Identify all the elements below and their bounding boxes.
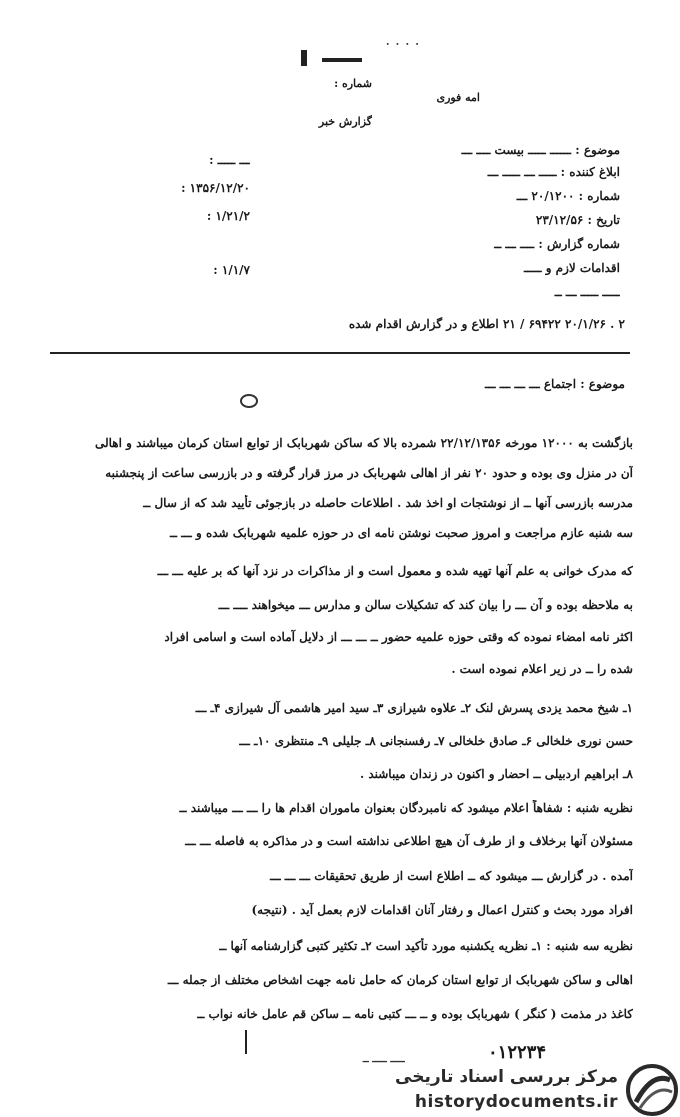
signature-line: ـــــ ـــــ ــ [362, 1054, 405, 1065]
meta-left-1: موضوع : ــــــ ـــــ بیست ــــ ـــ [461, 143, 620, 157]
opinion-line-7: کاغذ در مذمت ( کنگر ) شهربابک بوده و ــ ـــ کتبی نامه ــ ساکن قم عامل خانه نواب ــ [197, 1007, 633, 1021]
opinion-line-2: مسئولان آنها برخلاف و از طرف آن هیچ اطلاعی نداشته است و در مذاکره به فاصله ـــ ـــ [185, 834, 633, 848]
signature-bracket [245, 1030, 247, 1054]
opinion-line-6: اهالی و ساکن شهربابک از توابع استان کرمان که حامل نامه جهت اشخاص مختلف از جمله ـــ [167, 973, 633, 987]
body-line-2: آن در منزل وی بوده و حدود ۲۰ نفر از اهالی شهربابک در مرز قرار گرفته و در بازرسی ساعت از پنجشنبه [105, 466, 633, 480]
opinion-line-3: آمده . در گزارش ـــ میشود که ــ اطلاع است از طریق تحقیقات ـــ ـــ ـــ [270, 869, 633, 883]
header-mid-line: شماره : [334, 77, 372, 90]
meta-left-7: ـــــ ـــــ ـــ ــ [554, 285, 620, 299]
body-line-4: سه شنبه عازم مراجعت و امروز صحبت نوشتن نامه ای در حوزه علمیه شهربابک شده و ـــ ــ [170, 526, 633, 540]
body-line-8: شده را ــ در زیر اعلام نموده است . [451, 662, 633, 676]
header-dash [322, 58, 362, 62]
body-line-6: به ملاحظه بوده و آن ـــ را بیان کند که تشکیلات سالن و مدارس ـــ میخواهند ــــ ـــ [218, 598, 633, 612]
opinion-line-4: افراد مورد بحث و کنترل اعمال و رفتار آنان اقدامات لازم بعمل آید . (نتیجه) [251, 903, 633, 917]
body-line-3: مدرسه بازرسی آنها ــ از نوشتجات او اخذ شد . اطلاعات حاصله در بازجوئی تأیید شد که از سال ــ [143, 496, 633, 510]
list-line-3: ۸ـ ابراهیم اردبیلی ــ احضار و اکنون در زندان میباشند . [359, 767, 633, 781]
opinion-line-1: نظریه شنبه : شفاهاً اعلام میشود که نامبردگان بعنوان ماموران اقدام ها را ـــ ـــ میباشند ــ [179, 801, 633, 815]
header-divider [50, 352, 630, 354]
list-line-1: ۱ـ شیخ محمد یزدی پسرش لنک ۲ـ علاوه شیرازی ۳ـ سید امیر هاشمی آل شیرازی ۴ـ ـــ [195, 701, 633, 715]
action-line: ۲ . ۲۰/۱/۲۶ ۶۹۴۲۲ / ۲۱ اطلاع و در گزارش اقدام شده [348, 317, 625, 331]
watermark-title: مرکز بررسی اسناد تاریخی [395, 1067, 618, 1087]
meta-right-2: ۱۳۵۶/۱۲/۲۰ : [181, 181, 250, 195]
meta-right-4: ۱/۱/۷ : [213, 263, 250, 277]
subject-line: موضوع : اجتماع ـــ ـــ ـــ ـــ [485, 377, 625, 391]
bottom-number: ۰۱۲۲۳۴ [488, 1042, 547, 1063]
meta-left-4: تاریخ : ۲۳/۱۲/۵۶ [535, 213, 620, 227]
body-line-7: اکثر نامه امضاء نموده که وقتی حوزه علمیه حضور ــ ـــ ـــ از دلایل آماده است و اسامی افراد [164, 630, 633, 644]
opinion-line-5: نظریه سه شنبه : ۱ـ نظریه یکشنبه مورد تأکید است ۲ـ تکثیر کتبی گزارشنامه آنها ــ [219, 939, 633, 953]
header-left-label: امه فوری [436, 91, 480, 104]
archive-logo-icon [624, 1062, 680, 1117]
watermark [380, 1062, 680, 1117]
header-exclamation [301, 50, 307, 66]
subject-stamp-mark [240, 394, 258, 408]
meta-right-1: ـــ ـــــ : [209, 153, 250, 167]
watermark-url: historydocuments.ir [414, 1092, 618, 1112]
list-line-2: حسن نوری خلخالی ۶ـ صادق خلخالی ۷ـ رفسنجانی ۸ـ جلیلی ۹ـ منتظری ۱۰ـ ـــ [239, 734, 633, 748]
meta-left-5: شماره گزارش : ــــ ـــ ــ [494, 237, 620, 251]
meta-left-3: شماره : ۲۰/۱۲۰۰ ـــ [516, 189, 620, 203]
meta-right-3: ۱/۲۱/۲ : [206, 209, 250, 223]
body-line-1: بازگشت به ۱۲۰۰۰ مورخه ۲۲/۱۲/۱۳۵۶ شمرده بالا که ساکن شهربابک از توابع استان کرمان میباشند و اهالی [94, 436, 633, 450]
header-classification: گزارش خبر [318, 115, 372, 128]
body-line-5: که مدرک خوانی به علم آنها تهیه شده و معمول است و از مذاکرات در نزد آنها که بر علیه ـــ ـــ [157, 564, 633, 578]
meta-left-2: ابلاغ کننده : ـــــ ـــ ـــــ ـــ [487, 165, 620, 179]
meta-left-6: اقدامات لازم و ـــــ [523, 261, 620, 275]
header-top-marks: ٠ ٠ ٠ ٠ [384, 37, 420, 50]
